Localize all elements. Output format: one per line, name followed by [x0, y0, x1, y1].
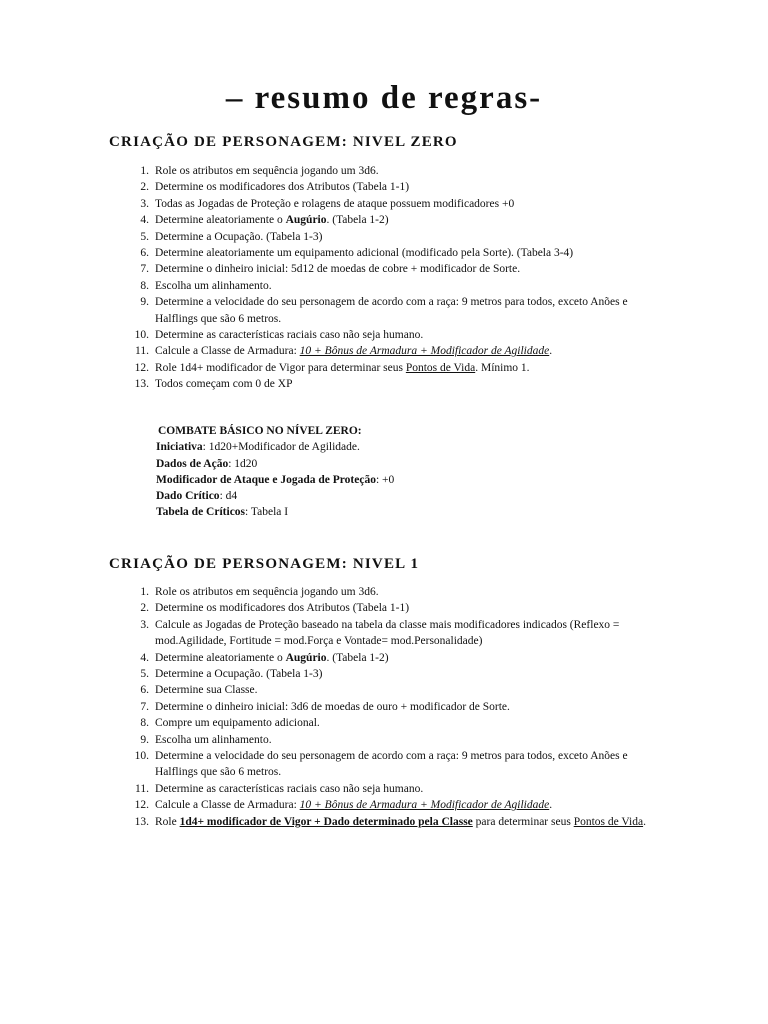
- rule-text: Determine aleatoriamente o: [155, 214, 286, 227]
- rule-number: 9.: [140, 733, 149, 746]
- rule-text: Determine a Ocupação. (Tabela 1-3): [155, 230, 323, 243]
- rule-item: [140, 278, 660, 294]
- rule-text: para determinar seus: [472, 815, 574, 828]
- rule-text: Determine a Ocupação. (Tabela 1-3): [155, 668, 323, 681]
- rule-text: .: [549, 799, 553, 812]
- combat-heading: COMBATE BÁSICO NO NÍVEL ZERO:: [158, 425, 362, 437]
- rule-number: 7.: [140, 700, 149, 713]
- rule-text: Determine os modificadores dos Atributos (Tabela 1-1): [155, 181, 410, 194]
- rule-item: [140, 600, 660, 616]
- rule-item: [134, 748, 660, 781]
- rule-text: .: [643, 815, 646, 828]
- rule-text: Determine o dinheiro inicial: 5d12 de moedas de cobre + modificador de Sorte.: [155, 263, 521, 276]
- rule-item: [140, 682, 660, 698]
- rules-list-nivel-1: [134, 584, 660, 830]
- section-heading-nivel-zero: CRIAÇÃO DE PERSONAGEM: NIVEL ZERO: [109, 134, 458, 150]
- rule-number: 3.: [140, 197, 149, 210]
- rule-number: 4.: [140, 214, 149, 227]
- rule-item: [140, 261, 660, 277]
- rule-text: Calcule as Jogadas de Proteção baseado na tabela da classe mais modificadores indicados (Reflexo = mod.Agilidade, Fortitude = mod.Força e Vontade= mod.Personalidade): [155, 618, 620, 648]
- rule-number: 12.: [134, 799, 149, 812]
- rule-text: Role os atributos em sequência jogando um 3d6.: [155, 586, 379, 598]
- rule-number: 4.: [140, 651, 149, 664]
- rule-number: 1.: [140, 586, 149, 598]
- rule-text: Calcule a Classe de Armadura:: [155, 799, 300, 812]
- rule-item: [134, 814, 660, 830]
- rule-number: 8.: [140, 279, 149, 292]
- rule-text: Determine as características raciais caso não seja humano.: [155, 329, 424, 342]
- combat-row-dado-critico: Dado Crítico: d4: [156, 490, 238, 503]
- rule-number: 13.: [134, 378, 149, 391]
- rule-number: 6.: [140, 247, 149, 260]
- rule-number: 5.: [140, 668, 149, 681]
- rule-text: Determine a velocidade do seu personagem de acordo com a raça: 9 metros para todos, exceto Anões e Halflings que são 6 metros.: [155, 750, 628, 779]
- combat-row-iniciativa: Iniciativa: 1d20+Modificador de Agilidade.: [156, 441, 360, 454]
- rule-item: [140, 699, 660, 715]
- rule-item: [135, 781, 660, 797]
- rule-text: . (Tabela 1-2): [326, 214, 389, 227]
- rule-item: [140, 163, 660, 179]
- rules-list-nivel-zero: [134, 163, 660, 393]
- rule-text: Determine a velocidade do seu personagem de acordo com a raça: 9 metros para todos, exceto Anões e Halflings que são 6 metros.: [155, 296, 628, 325]
- rule-number: 10.: [134, 750, 149, 763]
- rule-number: 11.: [135, 345, 149, 358]
- rule-text: Todos começam com 0 de XP: [155, 378, 293, 391]
- rule-text: . (Tabela 1-2): [326, 651, 389, 664]
- rule-number: 2.: [140, 181, 149, 194]
- rule-number: 3.: [140, 618, 149, 631]
- rule-text: Determine os modificadores dos Atributos (Tabela 1-1): [155, 602, 410, 615]
- combat-basics: [156, 423, 394, 521]
- rule-number: 12.: [134, 361, 149, 374]
- rule-number: 11.: [135, 782, 149, 795]
- rule-number: 1.: [140, 165, 149, 177]
- page-title: – resumo de regras-: [225, 80, 543, 116]
- rule-item: [140, 229, 660, 245]
- rule-number: 8.: [140, 717, 149, 730]
- rule-number: 7.: [140, 263, 149, 276]
- rule-text: Todas as Jogadas de Proteção e rolagens de ataque possuem modificadores +0: [155, 197, 515, 210]
- rule-text: Determine aleatoriamente um equipamento adicional (modificado pela Sorte). (Tabela 3-4): [155, 247, 574, 260]
- rule-item: [140, 715, 660, 731]
- rule-number: 13.: [134, 815, 149, 828]
- rule-text: .: [549, 345, 553, 358]
- section-heading-nivel-1: CRIAÇÃO DE PERSONAGEM: NIVEL 1: [109, 556, 420, 572]
- rule-keyword: Augúrio: [285, 214, 327, 227]
- rule-number: 5.: [140, 230, 149, 243]
- rule-number: 10.: [134, 329, 149, 342]
- rule-item: [140, 650, 660, 666]
- rule-text: Determine o dinheiro inicial: 3d6 de moedas de ouro + modificador de Sorte.: [155, 700, 510, 713]
- rule-text: Escolha um alinhamento.: [155, 279, 272, 292]
- rule-item: [134, 797, 660, 813]
- rule-item: [134, 360, 660, 376]
- rule-item: [140, 617, 660, 650]
- rule-text: Role 1d4+ modificador de Vigor para determinar seus: [155, 361, 406, 374]
- combat-row-modificador: Modificador de Ataque e Jogada de Proteção: +0: [156, 473, 395, 486]
- rule-text: . Mínimo 1.: [475, 361, 530, 374]
- rule-number: 6.: [140, 684, 149, 697]
- rule-number: 2.: [140, 602, 149, 615]
- rule-text: Escolha um alinhamento.: [155, 733, 272, 746]
- rule-text: Determine as características raciais caso não seja humano.: [155, 782, 424, 795]
- pontos-de-vida-link[interactable]: Pontos de Vida: [405, 361, 476, 374]
- armor-class-formula: 10 + Bônus de Armadura + Modificador de Agilidade: [299, 345, 550, 358]
- rule-item: [140, 584, 660, 600]
- rule-item: [135, 343, 660, 359]
- rule-item: [140, 294, 660, 327]
- rule-item: [140, 196, 660, 212]
- pontos-de-vida-link[interactable]: Pontos de Vida: [573, 815, 644, 828]
- rule-item: [140, 666, 660, 682]
- rule-text: Determine sua Classe.: [155, 684, 258, 697]
- rule-number: 9.: [140, 296, 149, 309]
- rule-keyword: 1d4+ modificador de Vigor + Dado determinado pela Classe: [179, 815, 473, 828]
- rule-item: [140, 732, 660, 748]
- rule-text: Role os atributos em sequência jogando um 3d6.: [155, 165, 379, 177]
- rule-text: Role: [155, 815, 180, 828]
- rule-item: [134, 327, 660, 343]
- combat-row-tabela-criticos: Tabela de Críticos: Tabela I: [156, 506, 289, 519]
- rule-text: Determine aleatoriamente o: [155, 651, 286, 664]
- rule-item: [140, 179, 660, 195]
- rule-item: [134, 376, 660, 392]
- rule-keyword: Augúrio: [285, 651, 327, 664]
- rule-item: [140, 245, 660, 261]
- rule-text: Compre um equipamento adicional.: [155, 717, 320, 730]
- combat-row-dados-acao: Dados de Ação: 1d20: [156, 457, 258, 470]
- rule-item: [140, 212, 660, 228]
- rule-text: Calcule a Classe de Armadura:: [155, 345, 300, 358]
- armor-class-formula: 10 + Bônus de Armadura + Modificador de Agilidade: [299, 799, 550, 812]
